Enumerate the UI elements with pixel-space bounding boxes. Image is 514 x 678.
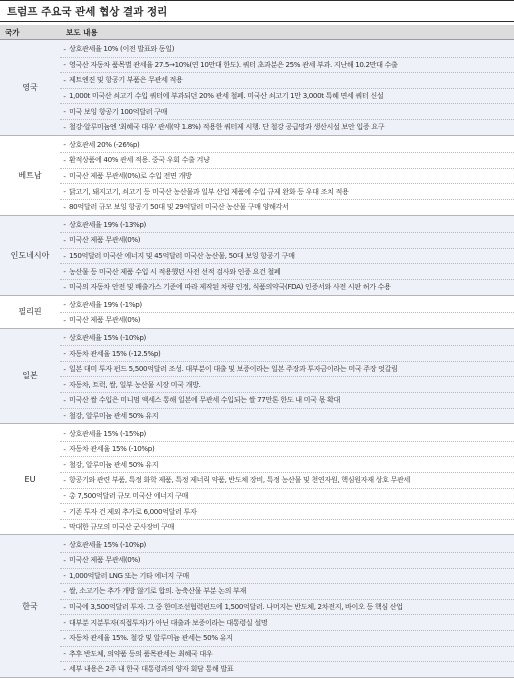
list-item — [60, 331, 514, 347]
item-text: 추후 반도체, 의약품 등의 품목관세는 최혜국 대우 — [69, 648, 213, 658]
item-text: 80억달러 규모 보잉 항공기 50대 및 29억달러 미국산 농산물 구매 양해각서 — [69, 202, 289, 212]
content-cell — [60, 40, 514, 135]
list-item — [60, 138, 514, 154]
item-text: 150억달러 미국산 에너지 및 45억달러 미국산 농산물, 50대 보잉 항공기 구매 — [69, 251, 295, 261]
item-text: 환적상품에 40% 관세 적용. 중국 우회 수출 겨냥 — [69, 155, 210, 165]
bullet-dash: - — [63, 429, 66, 439]
list-item — [60, 393, 514, 409]
country-cell: 필리핀 — [18, 307, 42, 317]
bullet-dash: - — [63, 91, 66, 101]
item-text: 상호관세율 15% (-10%p) — [69, 539, 146, 549]
item-text: 자동차 관세율 15% (-10%p) — [69, 444, 155, 454]
bullet-dash: - — [63, 171, 66, 181]
list-item — [60, 218, 514, 234]
item-text: 미국산 제품 무관세(0%) — [69, 555, 141, 565]
table-row — [0, 329, 514, 425]
tariff-table — [0, 25, 514, 678]
list-item — [60, 426, 514, 442]
list-item — [60, 249, 514, 265]
list-item — [60, 89, 514, 105]
table-row — [0, 216, 514, 296]
item-text: 자동차 관세율 15%. 철강 및 알루미늄 관세는 50% 유지 — [69, 633, 233, 643]
item-text: 미국에 3,500억달러 투자. 그 중 한미조선협력펀드에 1,500억달러. 나머지는 반도체, 2차전지, 바이오 등 핵심 산업 — [69, 602, 403, 612]
bullet-dash: - — [63, 491, 66, 501]
item-text: 제트엔진 및 항공기 부품은 무관세 적용 — [69, 75, 183, 85]
item-text: 총 7,500억달러 규모 미국산 에너지 구매 — [69, 490, 189, 500]
country-cell: 인도네시아 — [10, 250, 50, 260]
list-item — [60, 631, 514, 647]
bullet-dash: - — [63, 364, 66, 374]
bullet-dash: - — [63, 586, 66, 596]
list-item — [60, 647, 514, 663]
item-text: 미국산 제품 무관세(0%)로 수입 전면 개방 — [69, 171, 192, 181]
item-text: 닭고기, 돼지고기, 쇠고기 등 미국산 농산물과 일부 산업 제품에 수입 규제 완화 등 우대 조치 적용 — [69, 186, 349, 196]
item-text: 철강, 알루미늄 관세 50% 유지 — [69, 410, 159, 420]
header-country: 국가 — [5, 27, 20, 37]
item-text: 상호관세율 10% (이전 발표와 동일) — [69, 44, 175, 54]
list-item — [60, 313, 514, 328]
bullet-dash: - — [63, 349, 66, 359]
list-item — [60, 73, 514, 89]
country-cell: EU — [24, 474, 36, 484]
bullet-dash: - — [63, 555, 66, 565]
bullet-dash: - — [63, 315, 66, 325]
item-text: 미국의 자동차 안전 및 배출가스 기준에 따라 제작된 차량 인정, 식품의약국(FDA) 인증서와 사전 시판 허가 수용 — [69, 282, 391, 292]
list-item — [60, 377, 514, 393]
item-text: 철강·알루미늄엔 '최혜국 대우' 관세(약 1.8%) 적용한 쿼터제 시행. 단 철강 공급망과 생산시설 보안 입증 요구 — [69, 122, 385, 132]
list-item — [60, 104, 514, 120]
table-row — [0, 296, 514, 329]
bullet-dash: - — [63, 235, 66, 245]
bullet-dash: - — [63, 649, 66, 659]
bullet-dash: - — [63, 633, 66, 643]
list-item — [60, 120, 514, 135]
item-text: 일본 대미 투자 펀드 5,500억달러 조성. 대부분이 대출 및 보증이라는 일본 주장과 투자금이라는 미국 주장 엇갈림 — [69, 364, 398, 374]
content-cell — [60, 424, 514, 534]
bullet-dash: - — [63, 300, 66, 310]
list-item — [60, 584, 514, 600]
header-content: 보도 내용 — [66, 27, 98, 37]
bullet-dash: - — [63, 333, 66, 343]
list-item — [60, 346, 514, 362]
list-item — [60, 409, 514, 424]
list-item — [60, 362, 514, 378]
item-text: 미국 보잉 항공기 100억달러 구매 — [69, 106, 168, 116]
list-item — [60, 200, 514, 215]
bullet-dash: - — [63, 267, 66, 277]
item-text: 쌀, 소고기는 추가 개방 않기로 합의. 농축산물 부분 논의 부재 — [69, 586, 247, 596]
country-cell: 베트남 — [18, 170, 42, 180]
list-item — [60, 264, 514, 280]
bullet-dash: - — [63, 187, 66, 197]
item-text: 영국산 자동차 품목별 관세율 27.5→10%(연 10만대 한도). 쿼터 초과분은 25% 관세 부과. 지난해 10.2만대 수출 — [69, 59, 398, 69]
item-text: 미국산 쌀 수입은 미니멈 액세스 통해 일본에 무관세 수입되는 쌀 77만톤 한도 내 미국 몫 확대 — [69, 395, 340, 405]
list-item — [60, 42, 514, 58]
content-cell — [60, 136, 514, 215]
item-text: 상호관세율 19% (-1%p) — [69, 299, 142, 309]
item-text: 막대한 규모의 미국산 군사장비 구매 — [69, 522, 175, 532]
list-item — [60, 153, 514, 169]
list-item — [60, 489, 514, 505]
bullet-dash: - — [63, 251, 66, 261]
item-text: 상호관세율 15% (-15%p) — [69, 428, 146, 438]
item-text: 미국산 제품 무관세(0%) — [69, 235, 141, 245]
bullet-dash: - — [63, 664, 66, 674]
item-text: 상호관세 20% (-26%p) — [69, 139, 140, 149]
content-cell — [60, 296, 514, 328]
list-item — [60, 520, 514, 535]
bullet-dash: - — [63, 75, 66, 85]
bullet-dash: - — [63, 540, 66, 550]
bullet-dash: - — [63, 507, 66, 517]
country-cell: 일본 — [22, 371, 38, 381]
bullet-dash: - — [63, 522, 66, 532]
list-item — [60, 58, 514, 74]
bullet-dash: - — [63, 571, 66, 581]
content-cell — [60, 329, 514, 424]
item-text: 농산물 등 미국산 제품 수입 시 적용했던 사전 선적 검사와 인증 요건 철폐 — [69, 266, 281, 276]
content-cell — [60, 535, 514, 676]
list-item — [60, 600, 514, 616]
item-text: 항공기와 관련 부품, 특정 화학 제품, 특정 제너릭 약품, 반도체 장비, 특정 농산물 및 천연자원, 핵심원자재 상호 무관세 — [69, 475, 411, 485]
list-item — [60, 553, 514, 569]
list-item — [60, 280, 514, 295]
table-row — [0, 136, 514, 216]
item-text: 철강, 알루미늄 관세 50% 유지 — [69, 459, 159, 469]
bullet-dash: - — [63, 107, 66, 117]
bullet-dash: - — [63, 44, 66, 54]
list-item — [60, 169, 514, 185]
bullet-dash: - — [63, 602, 66, 612]
list-item — [60, 537, 514, 553]
bullet-dash: - — [63, 140, 66, 150]
list-item — [60, 184, 514, 200]
document-title: 트럼프 주요국 관세 협상 결과 정리 — [0, 0, 514, 22]
bullet-dash: - — [63, 220, 66, 230]
content-cell — [60, 216, 514, 295]
list-item — [60, 504, 514, 520]
bullet-dash: - — [63, 380, 66, 390]
list-item — [60, 569, 514, 585]
item-text: 대부분 지분투자(직접투자)가 아닌 대출과 보증이라는 대통령실 설명 — [69, 617, 268, 627]
item-text: 세부 내용은 2주 내 한국 대통령과의 양자 회담 통해 발표 — [69, 664, 234, 674]
table-body — [0, 40, 514, 678]
table-row — [0, 40, 514, 136]
list-item — [60, 662, 514, 677]
item-text: 1,000억달러 LNG 또는 기타 에너지 구매 — [69, 570, 189, 580]
bullet-dash: - — [63, 282, 66, 292]
item-text: 미국산 제품 무관세(0%) — [69, 315, 141, 325]
item-text: 상호관세율 15% (-10%p) — [69, 332, 146, 342]
item-text: 1,000t 미국산 쇠고기 수입 쿼터에 부과되던 20% 관세 철폐. 미국산 쇠고기 1만 3,000t 특혜 면세 쿼터 신설 — [69, 91, 384, 101]
bullet-dash: - — [63, 202, 66, 212]
bullet-dash: - — [63, 411, 66, 421]
item-text: 자동차, 트럭, 쌀, 일부 농산물 시장 미국 개방. — [69, 379, 201, 389]
item-text: 자동차 관세율 15% (-12.5%p) — [69, 348, 161, 358]
bullet-dash: - — [63, 475, 66, 485]
country-cell: 한국 — [22, 601, 38, 611]
bullet-dash: - — [63, 122, 66, 132]
bullet-dash: - — [63, 460, 66, 470]
country-cell: 영국 — [22, 82, 38, 92]
item-text: 기존 투자 건 제외 추가로 6,000억달러 투자 — [69, 506, 197, 516]
table-row — [0, 535, 514, 677]
table-header — [0, 25, 514, 40]
bullet-dash: - — [63, 395, 66, 405]
bullet-dash: - — [63, 618, 66, 628]
bullet-dash: - — [63, 155, 66, 165]
item-text: 상호관세율 19% (-13%p) — [69, 219, 146, 229]
list-item — [60, 233, 514, 249]
list-item — [60, 457, 514, 473]
table-row — [0, 424, 514, 535]
bullet-dash: - — [63, 444, 66, 454]
list-item — [60, 442, 514, 458]
list-item — [60, 615, 514, 631]
list-item — [60, 298, 514, 314]
bullet-dash: - — [63, 60, 66, 70]
list-item — [60, 473, 514, 489]
